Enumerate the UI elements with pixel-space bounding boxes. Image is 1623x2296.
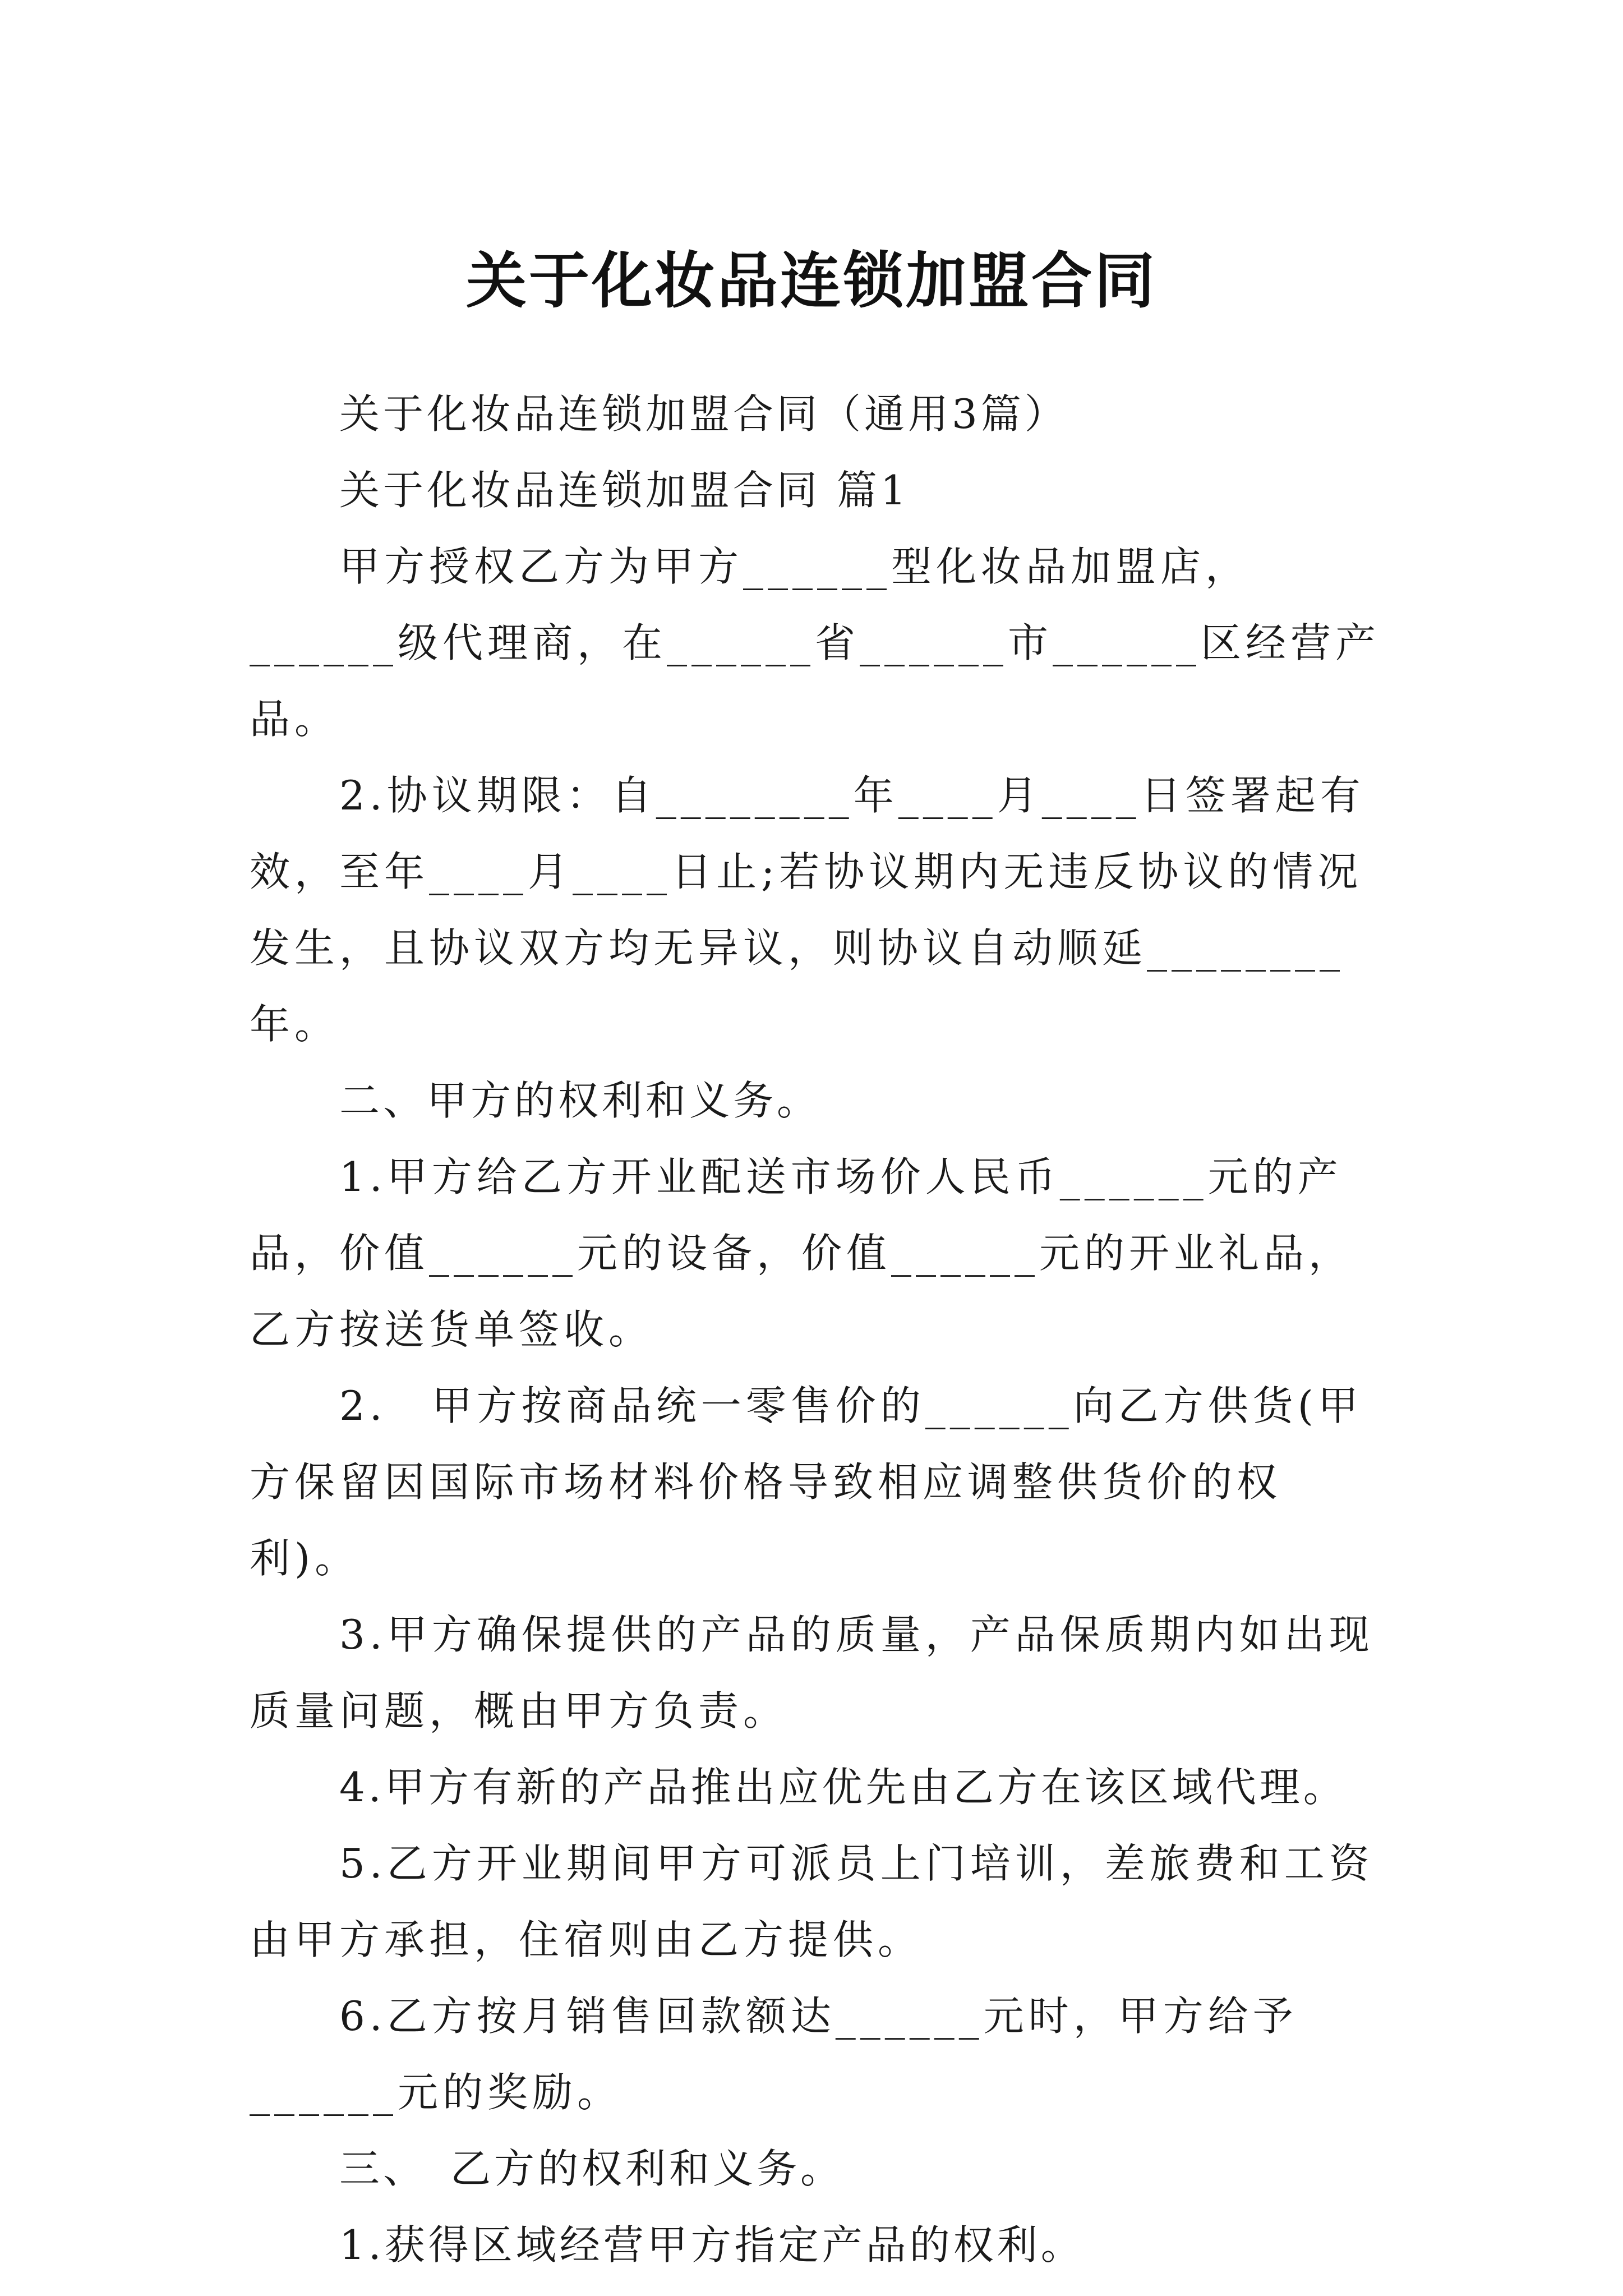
paragraph-authorization: 甲方授权乙方为甲方______型化妆品加盟店，______级代理商，在______省______市______区经营产品。	[250, 543, 1381, 743]
paragraph-party-a-item-3: 3.甲方确保提供的产品的质量，产品保质期内如出现质量问题，概由甲方负责。	[250, 1611, 1374, 1734]
paragraph-party-a-item-5: 5.乙方开业期间甲方可派员上门培训，差旅费和工资由甲方承担，住宿则由乙方提供。	[250, 1840, 1374, 1963]
paragraph-party-a-item-4: 4.甲方有新的产品推出应优先由乙方在该区域代理。	[339, 1764, 1347, 1811]
paragraph-party-a-item-1: 1.甲方给乙方开业配送市场价人民币______元的产品，价值______元的设备，价值______元的开业礼品，乙方按送货单签收。	[250, 1153, 1354, 1353]
document-title: 关于化妆品连锁加盟合同	[465, 246, 1157, 317]
paragraph-term: 2.协议期限：自________年____月____日签署起有效，至年____月____日止;若协议期内无违反协议的情况发生，且协议双方均无异议，则协议自动顺延________年。	[250, 772, 1365, 1048]
paragraph-party-a-item-6: 6.乙方按月销售回款额达______元时，甲方给予______元的奖励。	[250, 1993, 1298, 2116]
document-body	[250, 376, 1388, 2283]
paragraph-section-heading: 关于化妆品连锁加盟合同 篇1	[339, 467, 910, 514]
paragraph-party-b-item-1: 1.获得区域经营甲方指定产品的权利。	[339, 2221, 1085, 2269]
paragraph-party-b-heading: 三、 乙方的权利和义务。	[339, 2145, 845, 2192]
paragraph-party-a-heading: 二、甲方的权利和义务。	[339, 1077, 821, 1124]
paragraph-subtitle: 关于化妆品连锁加盟合同（通用3篇）	[339, 390, 1068, 438]
paragraph-party-a-item-2: 2. 甲方按商品统一零售价的______向乙方供货(甲方保留因国际市场材料价格导致相应调整供货价的权利)。	[250, 1382, 1363, 1582]
